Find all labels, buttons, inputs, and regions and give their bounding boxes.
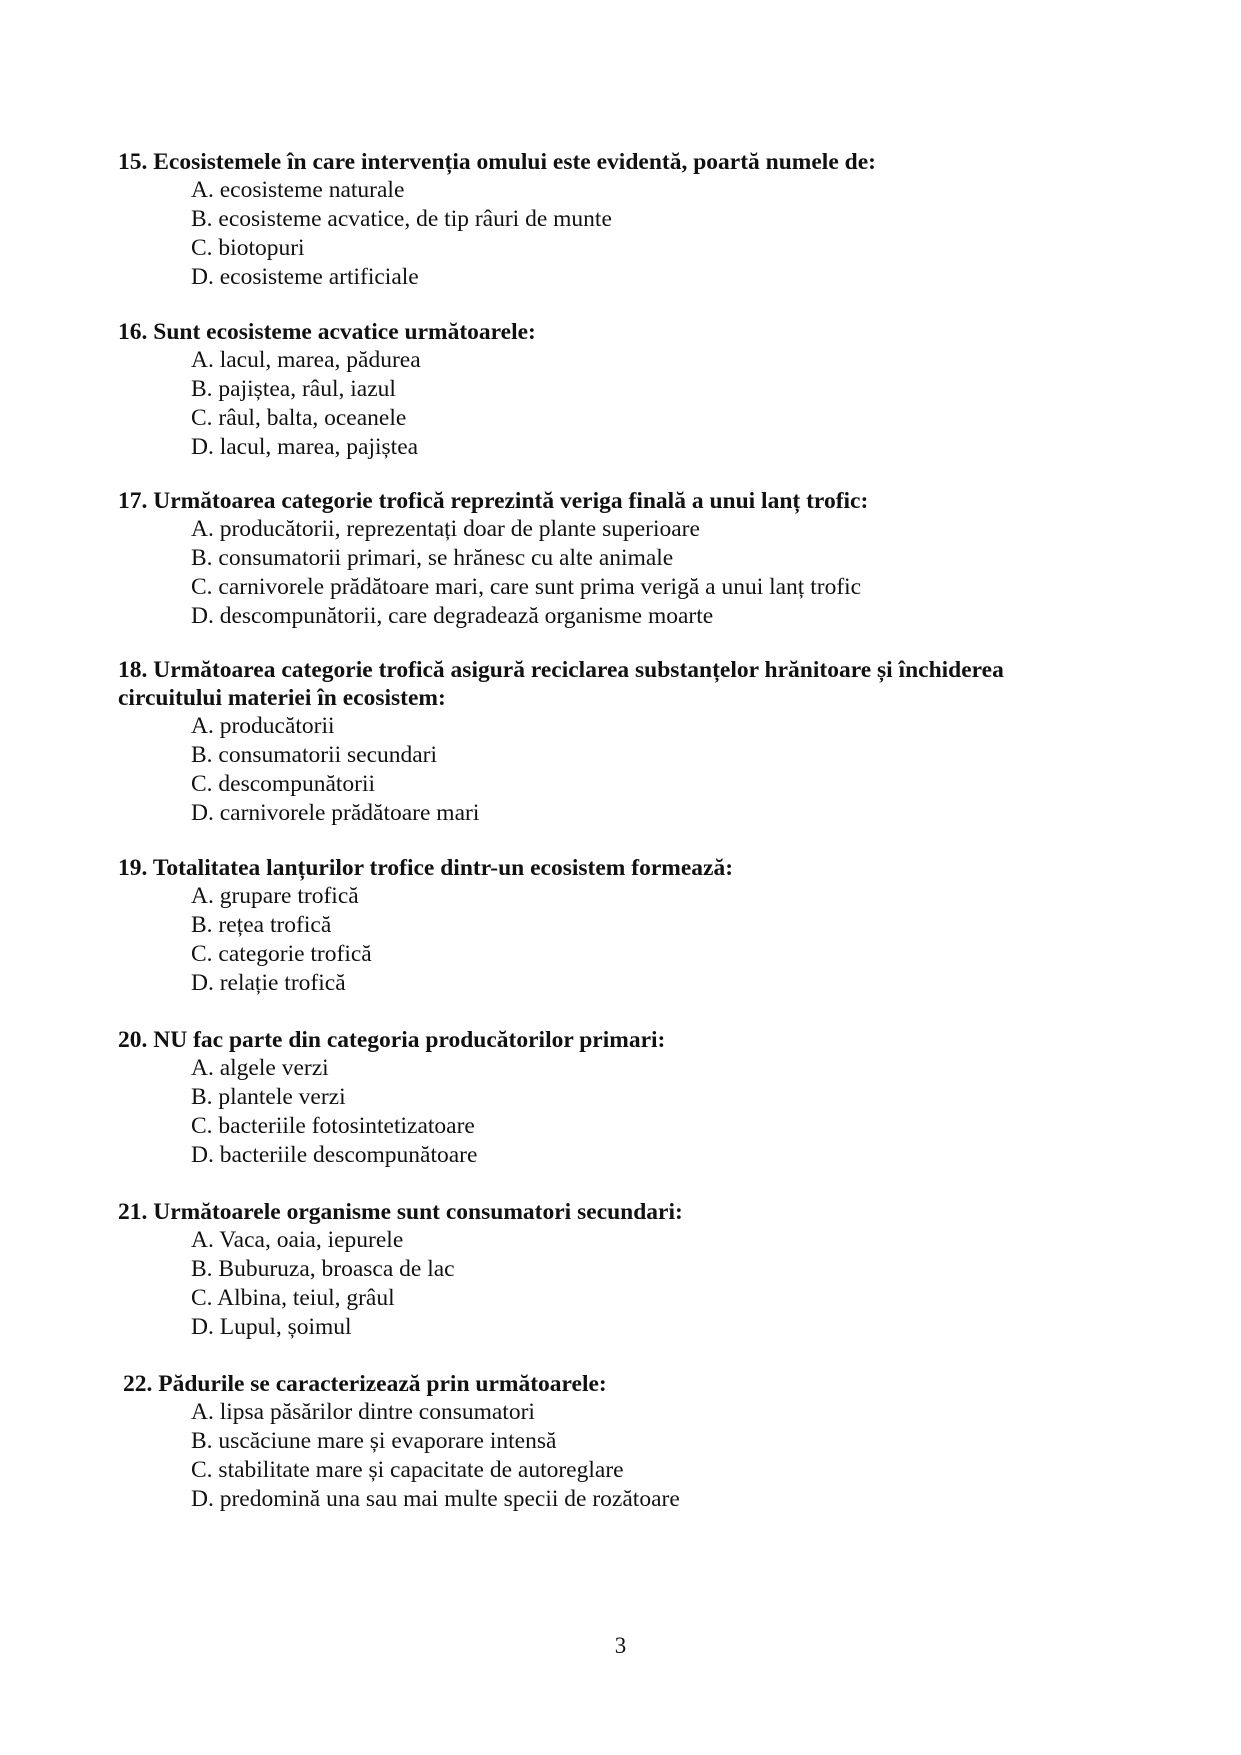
question-19 [118, 854, 1118, 998]
option-c: C. categorie trofică [191, 941, 372, 967]
option-b: B. Buburuza, broasca de lac [191, 1256, 455, 1282]
option-d: D. Lupul, șoimul [191, 1314, 352, 1340]
option-c: C. descompunătorii [191, 771, 376, 797]
option-a: A. ecosisteme naturale [191, 177, 405, 203]
option-d: D. predomină una sau mai multe specii de rozătoare [191, 1486, 680, 1512]
question-title: 21. Următoarele organisme sunt consumatori secundari: [118, 1199, 683, 1225]
question-21 [118, 1198, 1118, 1342]
option-list [123, 1398, 1123, 1514]
question-title: 22. Pădurile se caracterizează prin următoarele: [123, 1371, 607, 1397]
question-22 [123, 1370, 1123, 1514]
option-b: B. consumatorii primari, se hrănesc cu alte animale [191, 545, 674, 571]
option-list [118, 515, 1118, 631]
option-b: B. uscăciune mare și evaporare intensă [191, 1428, 557, 1454]
page-number: 3 [614, 1633, 627, 1658]
option-list [118, 1226, 1118, 1342]
option-b: B. consumatorii secundari [191, 742, 438, 768]
question-title: 20. NU fac parte din categoria producătorilor primari: [118, 1027, 666, 1053]
option-c: C. stabilitate mare și capacitate de autoreglare [191, 1457, 624, 1483]
question-title: 16. Sunt ecosisteme acvatice următoarele: [118, 319, 536, 345]
option-list [118, 346, 1118, 462]
option-a: A. Vaca, oaia, iepurele [191, 1227, 404, 1253]
option-c: C. Albina, teiul, grâul [191, 1285, 395, 1311]
question-title-line-1: 18. Următoarea categorie trofică asigură reciclarea substanțelor hrănitoare și închiderea [118, 657, 1004, 683]
option-list [118, 882, 1118, 998]
question-15 [118, 148, 1118, 292]
option-d: D. bacteriile descompunătoare [191, 1142, 478, 1168]
option-list [118, 176, 1118, 292]
option-a: A. grupare trofică [191, 883, 359, 909]
option-list [118, 712, 1118, 828]
option-c: C. carnivorele prădătoare mari, care sunt prima verigă a unui lanț trofic [191, 574, 862, 600]
option-c: C. biotopuri [191, 235, 305, 261]
option-d: D. relație trofică [191, 970, 346, 996]
question-title: 17. Următoarea categorie trofică reprezintă veriga finală a unui lanț trofic: [118, 488, 869, 514]
option-b: B. pajiștea, râul, iazul [191, 376, 396, 402]
option-list [118, 1054, 1118, 1170]
question-18 [118, 656, 1118, 828]
option-d: D. ecosisteme artificiale [191, 264, 419, 290]
option-d: D. carnivorele prădătoare mari [191, 800, 480, 826]
question-title: 15. Ecosistemele în care intervenția omului este evidentă, poartă numele de: [118, 149, 876, 175]
question-20 [118, 1026, 1118, 1170]
question-16 [118, 318, 1118, 462]
option-a: A. producătorii, reprezentați doar de plante superioare [191, 516, 700, 542]
question-17 [118, 487, 1118, 631]
option-b: B. plantele verzi [191, 1084, 346, 1110]
option-a: A. lacul, marea, pădurea [191, 347, 421, 373]
option-d: D. descompunătorii, care degradează organisme moarte [191, 603, 714, 629]
option-a: A. producătorii [191, 713, 335, 739]
question-title-line-2: circuitului materiei în ecosistem: [118, 685, 446, 711]
option-d: D. lacul, marea, pajiștea [191, 434, 419, 460]
question-title: 19. Totalitatea lanțurilor trofice dintr-un ecosistem formează: [118, 855, 734, 881]
option-a: A. lipsa păsărilor dintre consumatori [191, 1399, 535, 1425]
option-b: B. ecosisteme acvatice, de tip râuri de munte [191, 206, 612, 232]
option-b: B. rețea trofică [191, 912, 332, 938]
option-a: A. algele verzi [191, 1055, 329, 1081]
option-c: C. bacteriile fotosintetizatoare [191, 1113, 475, 1139]
option-c: C. râul, balta, oceanele [191, 405, 407, 431]
